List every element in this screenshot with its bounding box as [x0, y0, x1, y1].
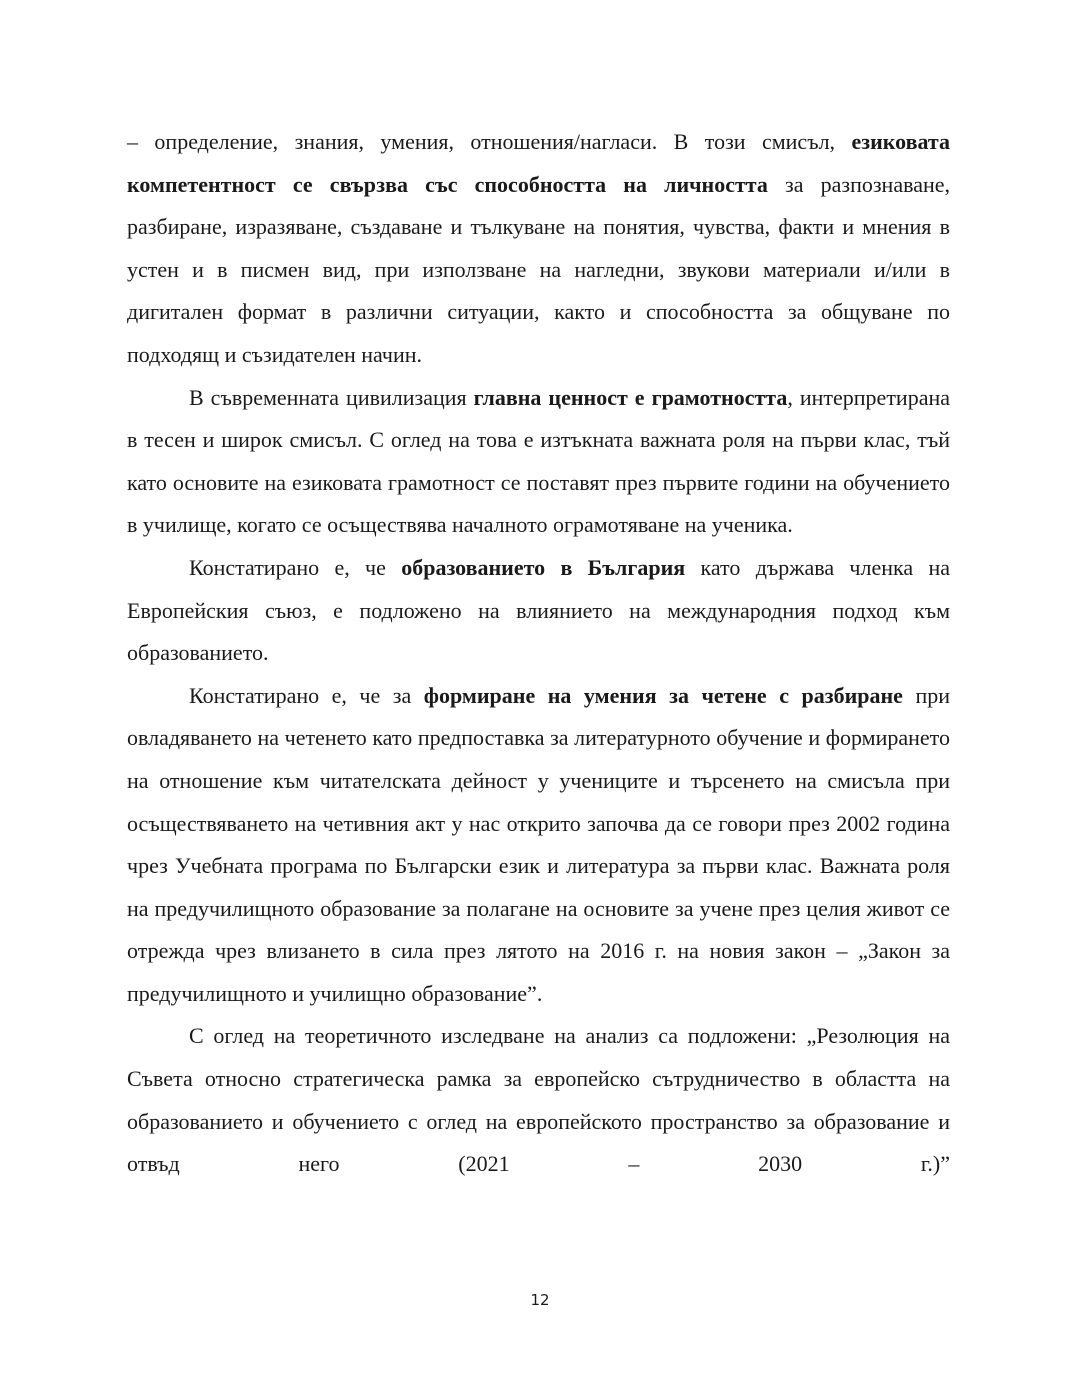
paragraph-text: Констатирано е, че — [189, 554, 402, 580]
paragraph-text: за разпознаване, разбиране, изразяване, създаване и тълкуване на понятия, чувства, факти и мнения в устен и в писмен вид, при използване на нагледни, звукови материали и/или в дигитален формат в различни ситуации, както и способността за общуване по подходящ и съзидателен начин. — [127, 171, 950, 367]
paragraph-bold-text: главна ценност е грамотността — [473, 384, 788, 410]
paragraph-resolution — [127, 1015, 950, 1185]
paragraph-bold-text: езиковата компетентност се свързва със способността на личността — [127, 129, 950, 197]
paragraph-reading-skills — [127, 675, 950, 1016]
paragraph-competence — [127, 121, 950, 377]
paragraph-text: Констатирано е, че за — [189, 682, 424, 708]
paragraph-text: при овладяването на четенето като предпоставка за литературното обучение и формирането на отношение към читателската дейност у учениците и търсенето на смисъла при осъществяването на четивния акт у нас открито започва да се говори през 2002 година чрез Учебната програма по Български език и литература за първи клас. Важната роля на предучилищното образование за полагане на основите за учене през целия живот се отрежда чрез влизането в сила през лятото на 2016 г. на новия закон – „Закон за предучилищното и училищно образование”. — [127, 682, 951, 1006]
page-number: 12 — [530, 1291, 550, 1309]
paragraph-text: – определение, знания, умения, отношения/нагласи. В този смисъл, — [127, 129, 852, 154]
paragraph-text: , интерпретирана в тесен и широк смисъл. С оглед на това е изтъкната важната роля на първи клас, тъй като основите на езиковата грамотност се поставят през първите години на обучението в училище, когато се осъществява началното ограмотяване на ученика. — [127, 384, 951, 538]
paragraph-text: като държава членка на Европейския съюз, е подложено на влиянието на международния подход към образованието. — [127, 554, 950, 666]
paragraph-text: С оглед на теоретичното изследване на анализ са подложени: „Резолюция на Съвета относно стратегическа рамка за европейско сътрудничество в областта на образованието и обучението с оглед на европейското пространство за образование и отвъд него (2021 – 2030 г.)” — [127, 1023, 950, 1177]
paragraph-literacy — [127, 377, 950, 547]
document-body — [127, 121, 950, 1186]
paragraph-text: В съвременната цивилизация — [189, 384, 474, 410]
paragraph-bold-text: формиране на умения за четене с разбиране — [423, 682, 903, 708]
paragraph-education-bulgaria — [127, 547, 950, 675]
paragraph-bold-text: образованието в България — [401, 554, 686, 580]
